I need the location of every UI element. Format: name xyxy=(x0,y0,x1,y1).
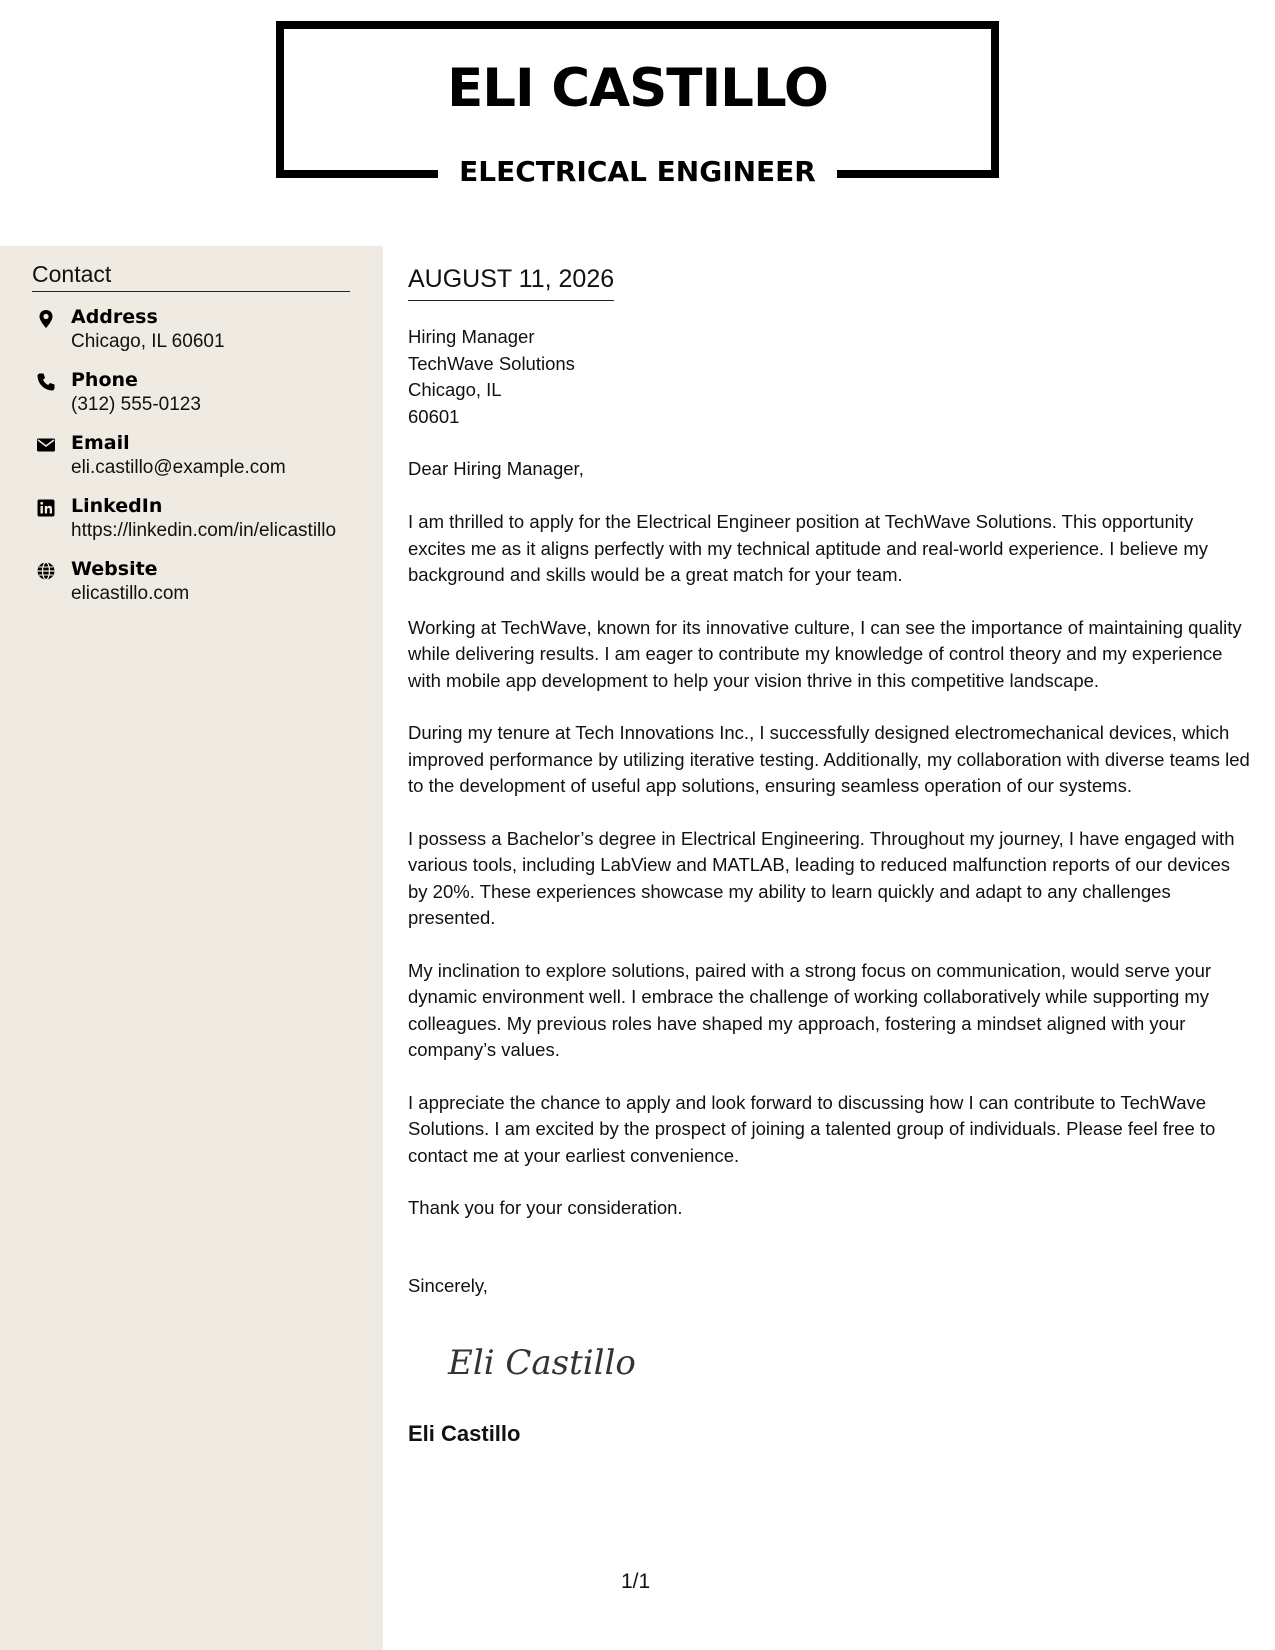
phone-icon xyxy=(36,372,56,392)
recipient-block xyxy=(408,324,575,430)
letter-date: AUGUST 11, 2026 xyxy=(408,265,614,301)
contact-label: Website xyxy=(71,558,158,580)
job-title: ELECTRICAL ENGINEER xyxy=(459,155,816,188)
contact-label: LinkedIn xyxy=(71,495,163,517)
recipient-line: Hiring Manager xyxy=(408,326,535,347)
recipient-line: Chicago, IL xyxy=(408,379,502,400)
contact-label: Phone xyxy=(71,369,138,391)
applicant-name: ELI CASTILLO xyxy=(447,58,828,119)
closing: Sincerely, xyxy=(408,1275,488,1296)
contact-value: Chicago, IL 60601 xyxy=(71,331,225,352)
body-paragraph: My inclination to explore solutions, paired with a strong focus on communication, would serve your dynamic environment well. I embrace the challenge of working collaboratively while supporting my colleagues. My previous roles have shaped my approach, fostering a mindset aligned with your company’s values. xyxy=(408,959,1212,1060)
linkedin-icon xyxy=(36,498,56,518)
signature-text: Eli Castillo xyxy=(448,1343,636,1383)
body-paragraph: Thank you for your consideration. xyxy=(408,1197,683,1218)
map-pin-icon xyxy=(36,309,56,329)
contact-value: https://linkedin.com/in/elicastillo xyxy=(71,520,337,541)
signature-image xyxy=(440,1330,640,1390)
contact-value: elicastillo.com xyxy=(71,583,190,604)
letter-body xyxy=(408,509,1253,1248)
contact-value: (312) 555-0123 xyxy=(71,394,201,415)
body-paragraph: During my tenure at Tech Innovations Inc., I successfully designed electromechanical devices, which improved performance by utilizing iterative testing. Additionally, my collaboration with diverse teams led to the development of useful app solutions, ensuring seamless operation of our systems. xyxy=(408,722,1250,796)
body-paragraph: I appreciate the chance to apply and look forward to discussing how I can contribute to TechWave Solutions. I am excited by the prospect of joining a talented group of individuals. Please feel free to contact me at your earliest convenience. xyxy=(408,1091,1216,1166)
salutation: Dear Hiring Manager, xyxy=(408,458,584,479)
contact-label: Address xyxy=(71,306,158,328)
globe-icon xyxy=(36,561,56,581)
recipient-line: 60601 xyxy=(408,405,460,427)
contact-value: eli.castillo@example.com xyxy=(71,457,286,478)
signer-name: Eli Castillo xyxy=(408,1421,521,1446)
body-paragraph: Working at TechWave, known for its innovative culture, I can see the importance of maintaining quality while delivering results. I am eager to contribute my knowledge of control theory and my experience with mobile app development to help your vision thrive in this competitive landscape. xyxy=(408,616,1242,691)
body-paragraph: I possess a Bachelor’s degree in Electrical Engineering. Throughout my journey, I have engaged with various tools, including LabView and MATLAB, leading to reduced malfunction reports of our devices by 20%. These experiences showcase my ability to learn quickly and adapt to any challenges presented. xyxy=(408,827,1235,928)
contact-label: Email xyxy=(71,432,130,454)
contact-heading: Contact xyxy=(32,261,350,292)
envelope-icon xyxy=(36,435,56,455)
body-paragraph: I am thrilled to apply for the Electrical Engineer position at TechWave Solutions. This opportunity excites me as it aligns perfectly with my technical aptitude and real-world experience. I believe my background and skills would be a great match for your team. xyxy=(408,511,1208,585)
recipient-line: TechWave Solutions xyxy=(408,352,575,374)
page-number: 1/1 xyxy=(621,1570,651,1593)
